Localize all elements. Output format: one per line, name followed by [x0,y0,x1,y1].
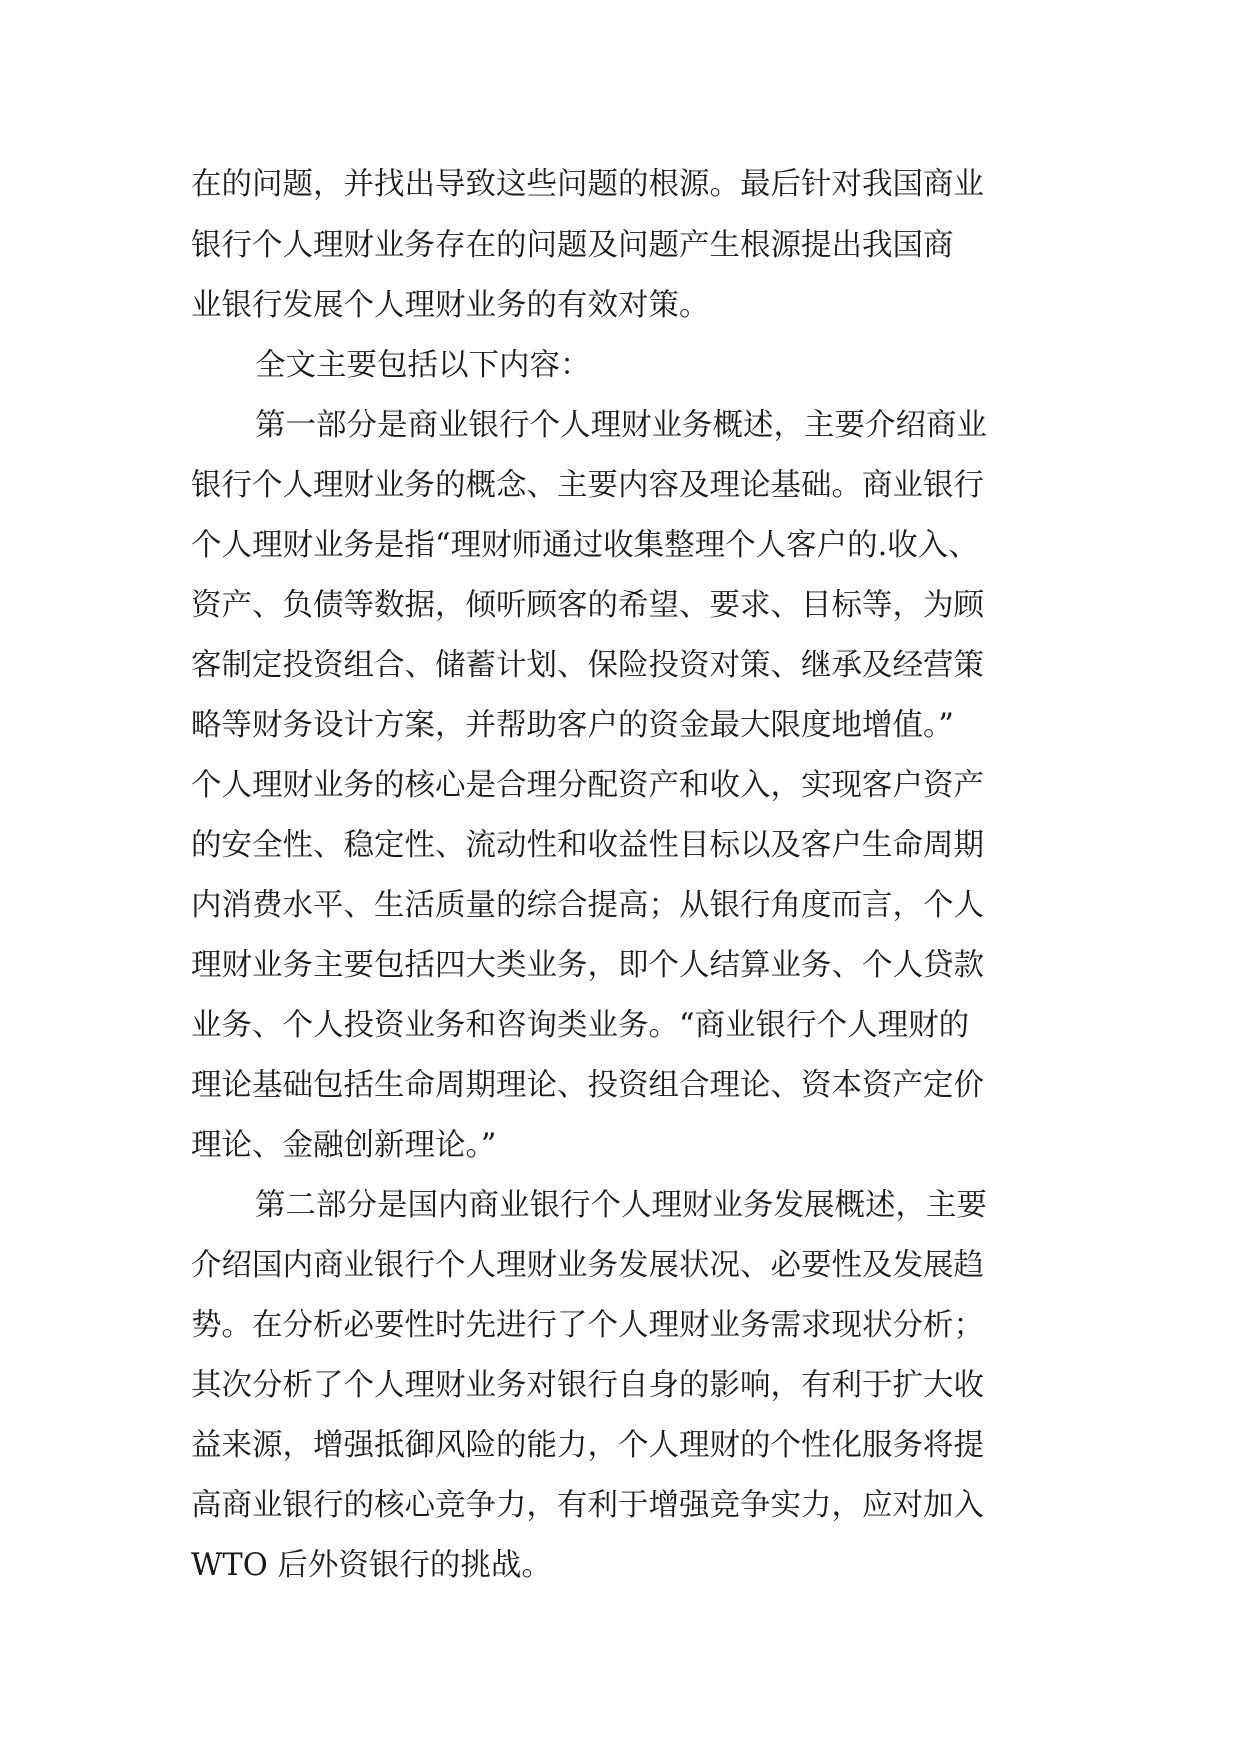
text-line: 银行个人理财业务的概念、主要内容及理论基础。商业银行 [191,468,984,503]
text-line: 全文主要包括以下内容： [255,348,591,383]
text-line: 资产、负债等数据，倾听顾客的希望、要求、目标等，为顾 [191,588,984,623]
text-line: 第二部分是国内商业银行个人理财业务发展概述，主要 [255,1188,987,1223]
text-line: 理论基础包括生命周期理论、投资组合理论、资本资产定价 [191,1068,984,1103]
text-line: WTO 后外资银行的挑战。 [191,1548,552,1583]
text-line: 业务、个人投资业务和咨询类业务。“商业银行个人理财的 [191,1008,970,1043]
text-line: 理财业务主要包括四大类业务，即个人结算业务、个人贷款 [191,948,984,983]
text-line: 理论、金融创新理论。” [191,1128,497,1163]
text-line: 第一部分是商业银行个人理财业务概述，主要介绍商业 [255,408,987,443]
text-line: 益来源，增强抵御风险的能力，个人理财的个性化服务将提 [191,1428,984,1463]
text-line: 银行个人理财业务存在的问题及问题产生根源提出我国商 [191,228,954,263]
text-line: 其次分析了个人理财业务对银行自身的影响，有利于扩大收 [191,1368,984,1403]
text-line: 个人理财业务是指“理财师通过收集整理个人客户的.收入、 [191,528,979,563]
text-line: 的安全性、稳定性、流动性和收益性目标以及客户生命周期 [191,828,984,863]
text-line: 客制定投资组合、储蓄计划、保险投资对策、继承及经营策 [191,648,984,683]
text-line: 略等财务设计方案，并帮助客户的资金最大限度地增值。” [191,708,954,743]
text-line: 在的问题，并找出导致这些问题的根源。最后针对我国商业 [191,167,984,202]
text-line: 高商业银行的核心竞争力，有利于增强竞争实力，应对加入 [191,1488,984,1523]
text-line: 介绍国内商业银行个人理财业务发展状况、必要性及发展趋 [191,1248,984,1283]
text-line: 业银行发展个人理财业务的有效对策。 [191,288,710,323]
text-line: 内消费水平、生活质量的综合提高；从银行角度而言，个人 [191,888,984,923]
text-line: 个人理财业务的核心是合理分配资产和收入，实现客户资产 [191,768,984,803]
text-line: 势。在分析必要性时先进行了个人理财业务需求现状分析； [191,1308,984,1343]
